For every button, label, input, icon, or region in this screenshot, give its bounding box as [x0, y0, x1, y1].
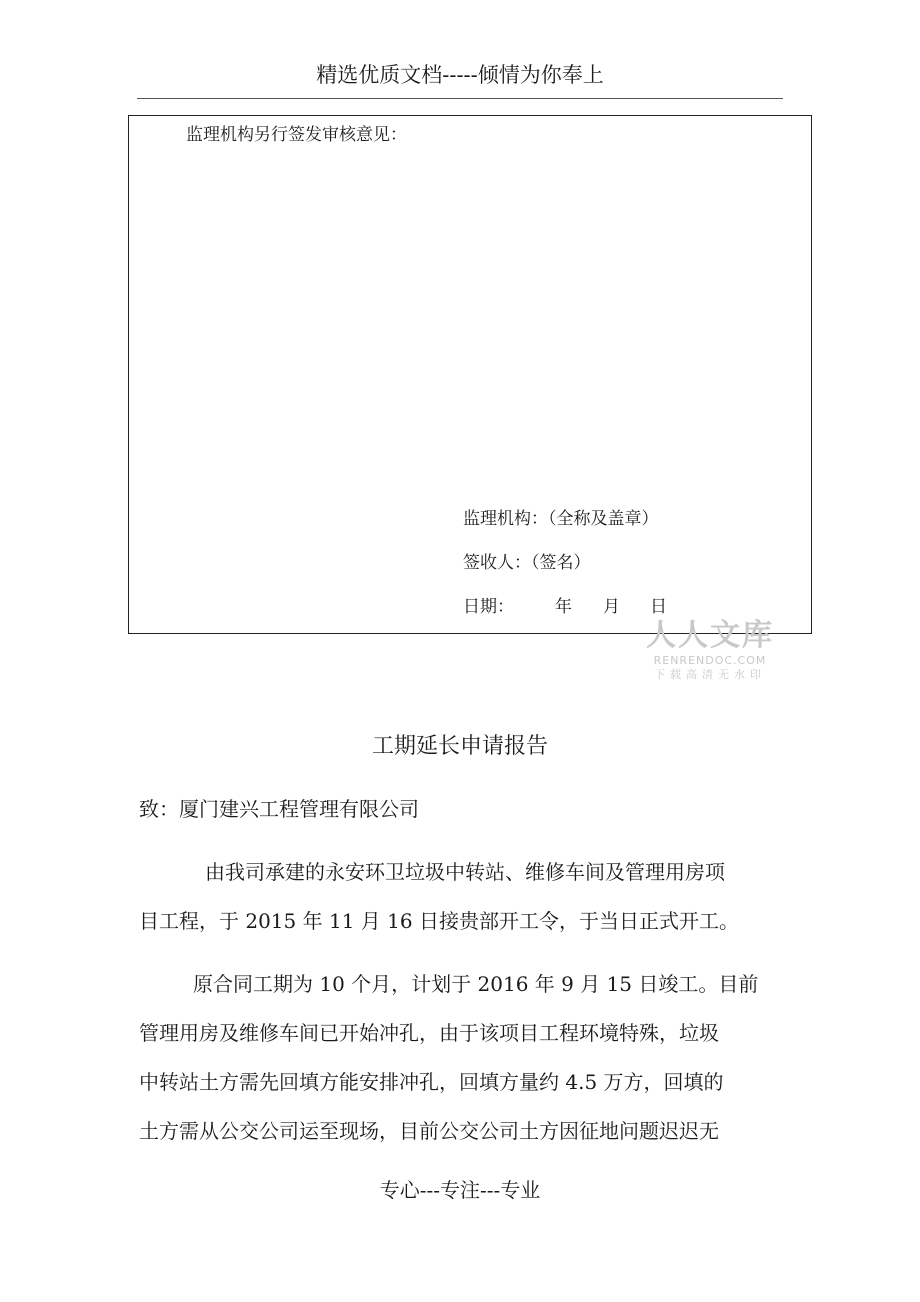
page-header: 精选优质文档-----倾情为你奉上	[316, 63, 604, 87]
header-divider	[137, 98, 783, 99]
watermark-main-text: 人人文库	[646, 618, 774, 653]
watermark-tagline: 下载高清无水印	[654, 668, 766, 681]
report-addressee: 致：厦门建兴工程管理有限公司	[139, 797, 419, 821]
month-label: 月	[603, 597, 620, 617]
paragraph-2-line-1: 原合同工期为 10 个月，计划于 2016 年 9 月 15 日竣工。目前	[193, 972, 759, 996]
date-label: 日期：	[463, 597, 514, 617]
day-label: 日	[650, 597, 667, 617]
signer-line: 签收人：（签名）	[463, 553, 591, 573]
watermark-logo	[640, 618, 780, 682]
supervisor-org-line: 监理机构：（全称及盖章）	[463, 509, 659, 529]
review-box	[128, 115, 812, 634]
paragraph-2-line-4: 土方需从公交公司运至现场，目前公交公司土方因征地问题迟迟无	[139, 1119, 719, 1143]
paragraph-2-line-3: 中转站土方需先回填方能安排冲孔，回填方量约 4.5 万方，回填的	[139, 1070, 724, 1094]
paragraph-1-line-2: 目工程，于 2015 年 11 月 16 日接贵部开工令，于当日正式开工。	[139, 909, 739, 933]
paragraph-2-line-2: 管理用房及维修车间已开始冲孔，由于该项目工程环境特殊，垃圾	[139, 1021, 719, 1045]
date-line	[463, 594, 723, 620]
watermark-domain: RENRENDOC.COM	[653, 654, 767, 667]
year-label: 年	[555, 597, 572, 617]
paragraph-1-line-1: 由我司承建的永安环卫垃圾中转站、维修车间及管理用房项	[205, 860, 725, 884]
review-heading: 监理机构另行签发审核意见：	[186, 125, 407, 145]
report-title: 工期延长申请报告	[371, 734, 548, 759]
page-footer: 专心---专注---专业	[379, 1178, 541, 1202]
